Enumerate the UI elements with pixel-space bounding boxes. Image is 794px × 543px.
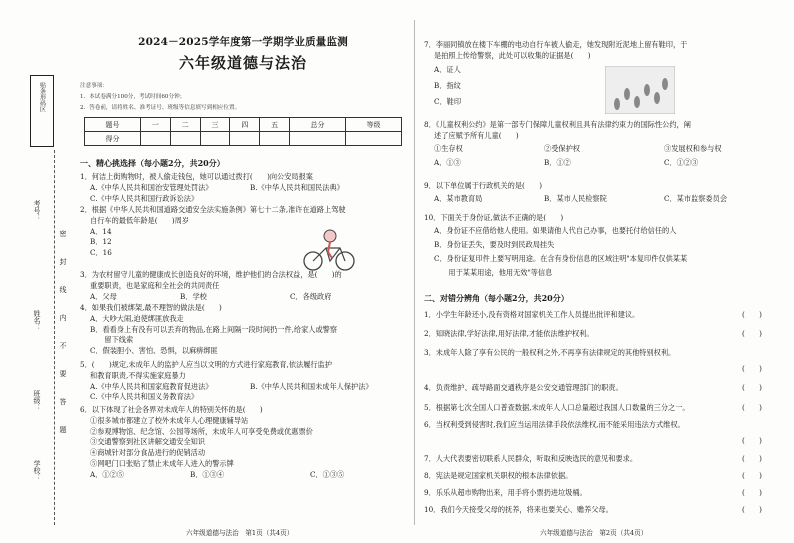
tf-item: 2．知晓法律,学好法律,用好法律,才能依法维护权利。: [424, 329, 594, 338]
question-6: 6．以下体现了社会各界对未成年人的特别关怀的是( ) ①很多城市都建立了校外未成年人心理健康辅导站 ②参观博物馆、纪念馆、公园等场所，未成年人可享受免费或优惠票价 ③交通警察到社区讲解交通安全知识 ④商城针对部分食品进行的促销活动 ⑤网吧门口张贴了禁止未成年人进入的警示牌 A．①②⑤ B．①③④ C．①③⑤: [80, 405, 345, 479]
tf-item: 3．未成年人除了享有公民的一般权利之外,不再享有法律规定的其他特别权利。: [424, 348, 676, 357]
tf-item: 10．我们今天接受父母的抚养，将来也要关心、赡养父母。: [424, 505, 613, 514]
barcode-label: 贴条形码区: [38, 82, 46, 112]
score-header: 等级: [346, 118, 402, 132]
score-header: 一: [140, 118, 170, 132]
question-7: 7．李丽同镇放在楼下车棚的电动自行车被人偷走，她发现附近泥地上留有鞋印，于 是拍照上传给警察，此处可以收集的证据是( ) A．证人 B．指纹 C．鞋印: [424, 40, 688, 106]
score-header: 总分: [290, 118, 346, 132]
page-footer-left: 六年级道德与法治 第1页（共4页）: [186, 529, 294, 537]
tf-answer[interactable]: ( ): [742, 454, 762, 463]
seal-char: 答: [59, 398, 67, 405]
seal-char: 要: [59, 370, 67, 377]
tf-answer[interactable]: ( ): [742, 383, 762, 392]
score-table: [84, 117, 402, 146]
score-cell[interactable]: [140, 132, 170, 146]
tf-answer[interactable]: ( ): [742, 436, 762, 445]
subject-title: 六年级道德与法治: [178, 54, 307, 72]
tf-item: 5．根据第七次全国人口普查数据,未成年人人口总量超过我国人口数量的三分之一。: [424, 403, 690, 412]
tf-answer[interactable]: ( ): [742, 329, 762, 338]
score-row-label: 得分: [85, 132, 141, 146]
section1-title: 一、精心挑选择（每小题2分，共20分）: [80, 158, 225, 168]
tf-answer[interactable]: ( ): [742, 488, 762, 497]
score-header: 五: [260, 118, 290, 132]
seal-char: 密: [59, 230, 67, 237]
tf-answer[interactable]: ( ): [742, 310, 762, 319]
score-cell[interactable]: [230, 132, 260, 146]
question-8: 8．《儿童权利公约》是第一部专门保障儿童权利且具有法律约束力的国际性公约，阐 述了应赋予所有儿童( ) ①生存权 ②受保护权 ③发展权和参与权 A．①③ B．①② C．①②③: [424, 120, 722, 167]
question-2: 2．根据《中华人民共和国道路交通安全法实施条例》第七十二条,准许在道路上驾驶 自行车的最低年龄是( )周岁 A．14 B．12 C．16: [80, 205, 346, 258]
seal-char: 封: [59, 258, 67, 265]
score-cell[interactable]: [260, 132, 290, 146]
gutter-label-class: 班级：: [33, 390, 41, 411]
question-5: 5．( )规定,未成年人的监护人应当以文明的方式进行家庭教育,依法履行监护 和教育职责,不得实施家庭暴力 A.《中华人民共和国家庭教育促进法》 B.《中华人民共和国未成年人保护法》 C.《中华人民共和国义务教育法》: [80, 360, 373, 402]
page-divider: [414, 20, 415, 525]
score-cell[interactable]: [200, 132, 230, 146]
tf-item: 4．负责维护、疏导路面交通秩序是公安交通管理部门的职责。: [424, 383, 623, 392]
tf-answer[interactable]: ( ): [742, 364, 762, 373]
tf-answer[interactable]: ( ): [742, 471, 762, 480]
footprint-illustration: [605, 66, 675, 114]
right-page: [420, 0, 782, 543]
section2-title: 二、对错分辨角（每小题2分，共20分）: [424, 293, 569, 303]
tf-item: 7．人大代表要密切联系人民群众，听取和反映选民的意见和要求。: [424, 454, 638, 463]
tf-answer[interactable]: ( ): [742, 505, 762, 514]
score-cell[interactable]: [290, 132, 346, 146]
barcode-box: [30, 75, 54, 147]
tf-item: 1．小学生年龄还小,没有资格对国家机关工作人员提出批评和建议。: [424, 310, 640, 319]
score-header: 题号: [85, 118, 141, 132]
tf-item: 9．乐乐从超市购物出来，用手将小票扔进垃圾桶。: [424, 488, 587, 497]
binding-gutter: [14, 20, 68, 525]
score-header: 二: [170, 118, 200, 132]
exam-title: 2024－2025学年度第一学期学业质量监测: [138, 36, 348, 48]
seal-char: 题: [59, 426, 67, 433]
score-header: 三: [200, 118, 230, 132]
notice: 注意事项： 1．本试卷满分100分，考试时间60分钟； 2．答卷前，请将姓名、准考证号、班级等信息填写到相应位置。: [80, 83, 241, 111]
question-1: 1．何洁上街购物时，被人偷走钱包，她可以通过拨打( )向公安局报案 A.《中华人民共和国治安管理处罚法》 B.《中华人民共和国民法典》 C.《中华人民共和国行政诉讼法》: [80, 172, 344, 203]
score-cell[interactable]: [170, 132, 200, 146]
gutter-label-school: 学校：: [33, 460, 41, 481]
score-header: 四: [230, 118, 260, 132]
score-cell[interactable]: [346, 132, 402, 146]
page-footer-right: 六年级道德与法治 第2页（共4页）: [540, 529, 648, 537]
seal-char: 不: [59, 342, 67, 349]
seal-char: 线: [59, 286, 67, 293]
seal-char: 内: [59, 314, 67, 321]
cyclist-illustration: [300, 228, 360, 272]
tf-item: 6．当权利受到侵害时,我们应当运用法律手段依法维权,而不能采用违法方式维权。: [424, 420, 685, 429]
question-4: 4．如果我们被绑架,最不理智的做法是( ) A．大吵大闹,迫使绑匪放我走 B．看看身上有没有可以丢弃的物品,在路上间隔一段时间扔一件,给家人或警察 留下线索 C．假装胆小、害怕、恐惧，以麻痹绑匪: [80, 303, 338, 356]
left-page: [78, 0, 408, 543]
question-3: 3．为农村留守儿童的健康成长创造良好的环境，维护他们的合法权益，是( )的 重要职责，也是家庭和全社会的共同责任 A．父母 B．学校 C．各级政府: [80, 270, 342, 301]
question-9: 9．以下单位属于行政机关的是( ) A．某市教育局 B．某市人民检察院 C．某市监察委员会: [424, 181, 728, 203]
gutter-label-id: 考号：: [33, 200, 41, 221]
tf-item: 8．宪法是规定国家机关职权的根本法律依据。: [424, 471, 573, 480]
seal-line: [54, 150, 55, 525]
gutter-label-name: 姓名：: [33, 310, 41, 331]
tf-answer[interactable]: ( ): [742, 403, 762, 412]
question-10: 10．下面关于身份证,做法不正确的是( ) A．身份证不应借给他人使用。如果请他人代自己办事，也要托付给信任的人 B．身份证丢失，要及时到民政局挂失 C．身份证复印件上要写明用途。在含有身份信息的区域注明"本复印件仅供某某 用于某某用途，他用无效"等信息: [424, 213, 688, 277]
